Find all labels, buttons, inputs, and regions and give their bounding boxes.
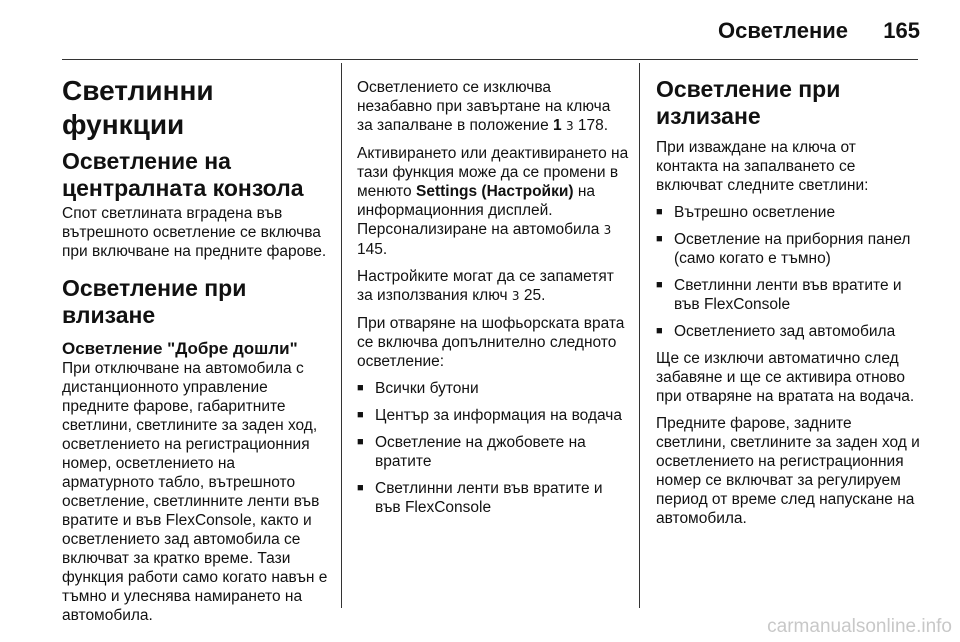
console-lighting-heading: Осветление на централната конзола xyxy=(62,148,304,201)
settings-menu-label: Settings (Настройки) xyxy=(415,183,574,200)
paragraph-key-memory xyxy=(357,267,629,306)
list-item: ■ Осветление на джобовете на вратите xyxy=(357,433,629,471)
page-reference[interactable]: 25. xyxy=(523,287,546,304)
page-reference-icon[interactable]: 3 xyxy=(565,119,574,133)
ignition-position: 1 xyxy=(553,117,562,134)
column-1 xyxy=(62,64,330,633)
console-lighting-text: Спот светлината вградена във вътрешното осветление се включва при включване на предните фарове. xyxy=(62,205,327,260)
paragraph-text: Осветлението се изключва незабавно при завъртане на ключа за запалване в положение xyxy=(357,79,611,134)
column-divider-1 xyxy=(341,63,342,608)
paragraph-settings xyxy=(357,144,629,259)
list-item: ■ Светлинни ленти във вратите и във FlexConsole xyxy=(656,276,922,314)
list-item: ■ Всички бутони xyxy=(357,379,629,398)
paragraph-text: Настройките могат да се запаметят за използвания ключ xyxy=(357,268,614,304)
paragraph-text: Активирането или деактивирането на тази функция може да се промени в менюто xyxy=(357,145,629,200)
section-title: Светлинни функции xyxy=(62,75,214,140)
page-reference-icon[interactable]: 3 xyxy=(511,289,520,303)
entry-lighting-heading: Осветление при влизане xyxy=(62,275,247,328)
watermark: carmanualsonline.info xyxy=(767,616,952,637)
page-reference-icon[interactable]: 3 xyxy=(603,223,612,237)
exit-lighting-list xyxy=(656,203,922,341)
list-item: ■ Вътрешно осветление xyxy=(656,203,922,222)
list-item: ■ Осветление на приборния панел (само когато е тъмно) xyxy=(656,230,922,268)
driver-door-lighting-list xyxy=(357,379,629,517)
list-item: ■ Осветлението зад автомобила xyxy=(656,322,922,341)
page-number: 165 xyxy=(883,18,920,43)
column-2 xyxy=(357,78,629,525)
welcome-lighting-text: При отключване на автомобила с дистанционното управление предните фарове, габаритните светлини, светлините за заден ход, осветлението на регистрационния номер, осветлението на арматурното табло, вътрешното осветление, светлинните ленти във вратите и във FlexConsole, както и осветлението зад автомобила се включват за кратко време. Тази функция работи само когато навън е тъмно и улеснява намирането на автомобила. xyxy=(62,360,328,624)
page-reference[interactable]: 145. xyxy=(357,241,388,258)
paragraph-driver-door: При отваряне на шофьорската врата се включва допълнително следното осветление: xyxy=(357,315,625,370)
paragraph-text: на информационния дисплей. Персонализиране на автомобила xyxy=(357,183,600,238)
welcome-lighting-heading: Осветление "Добре дошли" xyxy=(62,339,298,358)
running-header-title: Осветление xyxy=(718,18,848,43)
auto-off-paragraph: Ще се изключи автоматично след забавяне и ще се активира отново при отваряне на вратата на водача. xyxy=(656,350,915,405)
column-3 xyxy=(656,76,922,536)
delay-paragraph: Предните фарове, задните светлини, светлините за заден ход и осветлението на регистрационния номер се включват за регулируем период от време след напускане на автомобила. xyxy=(656,415,920,527)
list-item: ■ Център за информация на водача xyxy=(357,406,629,425)
exit-lighting-heading: Осветление при излизане xyxy=(656,76,841,129)
list-item: ■ Светлинни ленти във вратите и във FlexConsole xyxy=(357,479,629,517)
exit-lighting-intro: При изваждане на ключа от контакта на запалването се включват следните светлини: xyxy=(656,139,869,194)
paragraph-ignition-off xyxy=(357,78,629,136)
page-reference[interactable]: 178. xyxy=(577,117,609,134)
header-divider xyxy=(62,59,918,60)
column-divider-2 xyxy=(639,63,640,608)
